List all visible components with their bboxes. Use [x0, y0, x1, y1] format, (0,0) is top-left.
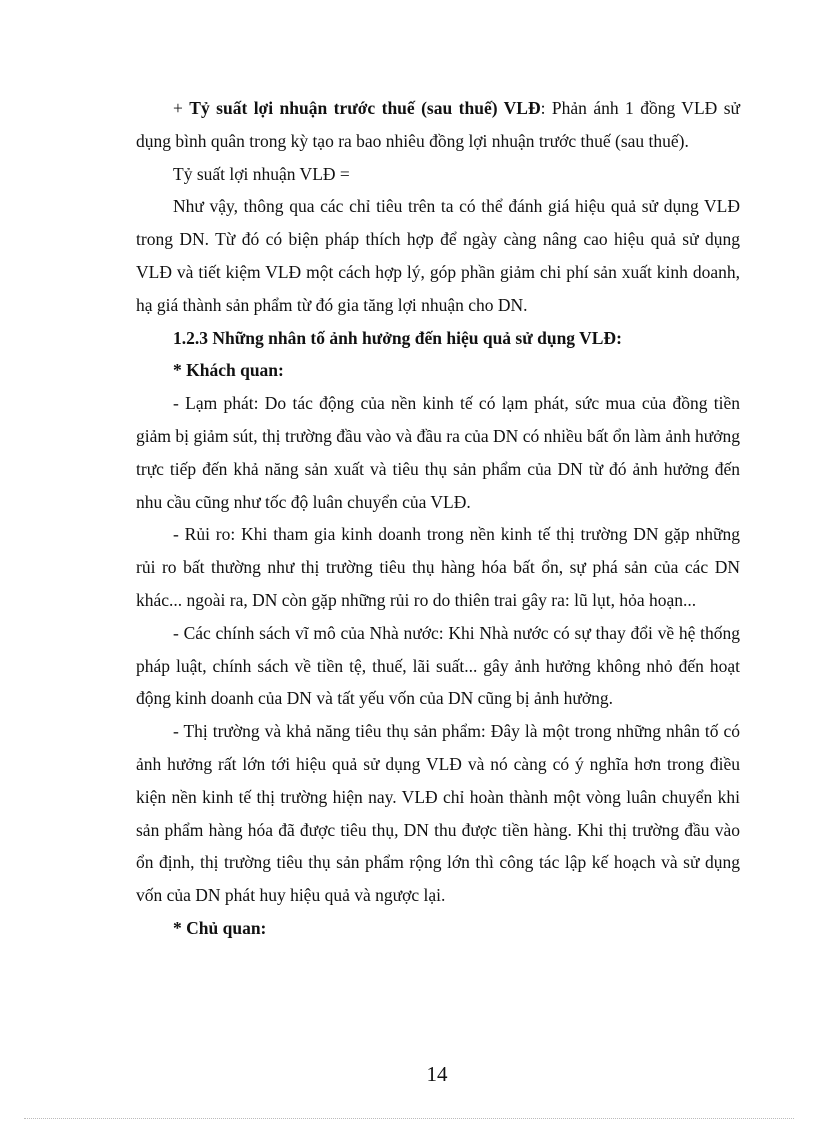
subheading-subjective: * Chủ quan: — [173, 917, 267, 938]
section-heading: 1.2.3 Những nhân tố ảnh hưởng đến hiệu quả sử dụng VLĐ: — [173, 327, 622, 348]
paragraph-inflation: - Lạm phát: Do tác động của nền kinh tế có lạm phát, sức mua của đồng tiền giảm bị giảm sút, thị trường đầu vào và đầu ra của DN có nhiều bất ổn làm ảnh hưởng trực tiếp đến khả năng sản xuất và tiêu thụ sản phẩm của DN từ đó ảnh hưởng đến nhu cầu cũng như tốc độ luân chuyển của VLĐ. — [136, 393, 740, 512]
paragraph-ratio-definition — [136, 92, 740, 158]
page-bottom-divider — [24, 1118, 794, 1119]
paragraph-formula: Tỷ suất lợi nhuận VLĐ = — [173, 163, 350, 184]
page-number: 14 — [426, 1062, 448, 1086]
paragraph-market: - Thị trường và khả năng tiêu thụ sản phẩm: Đây là một trong những nhân tố có ảnh hưởng rất lớn tới hiệu quả sử dụng VLĐ và nó càng có ý nghĩa hơn trong điều kiện nền kinh tế thị trường hiện nay. VLĐ chỉ hoàn thành một vòng luân chuyển khi sản phẩm hàng hóa đã được tiêu thụ, DN thu được tiền hàng. Khi thị trường đầu vào ổn định, thị trường tiêu thụ sản phẩm rộng lớn thì công tác lập kế hoạch và sử dụng vốn của DN phát huy hiệu quả và ngược lại. — [136, 721, 740, 906]
page-body — [136, 92, 740, 945]
bullet-prefix: + — [173, 98, 190, 118]
subheading-objective: * Khách quan: — [173, 360, 284, 381]
paragraph-summary: Như vậy, thông qua các chỉ tiêu trên ta có thể đánh giá hiệu quả sử dụng VLĐ trong DN. Từ đó có biện pháp thích hợp để ngày càng nâng cao hiệu quả sử dụng VLĐ và tiết kiệm VLĐ một cách hợp lý, góp phần giảm chi phí sản xuất kinh doanh, hạ giá thành sản phẩm từ đó gia tăng lợi nhuận cho DN. — [136, 196, 740, 315]
paragraph-macro-policy: - Các chính sách vĩ mô của Nhà nước: Khi Nhà nước có sự thay đổi về hệ thống pháp luật, chính sách về tiền tệ, thuế, lãi suất... gây ảnh hưởng không nhỏ đến hoạt động kinh doanh của DN và tất yếu vốn của DN cũng bị ảnh hưởng. — [136, 622, 740, 709]
paragraph-risk: - Rủi ro: Khi tham gia kinh doanh trong nền kinh tế thị trường DN gặp những rủi ro bất thường như thị trường tiêu thụ hàng hóa bất ổn, sự phá sản của các DN khác... ngoài ra, DN còn gặp những rủi ro do thiên trai gây ra: lũ lụt, hỏa hoạn... — [136, 524, 740, 610]
term-bold: Tỷ suất lợi nhuận trước thuế (sau thuế) VLĐ — [189, 98, 541, 118]
definition-text: : Phản ánh 1 đồng VLĐ sử dụng bình quân trong kỳ tạo ra bao nhiêu đồng lợi nhuận trước thuế (sau thuế). — [136, 98, 740, 151]
